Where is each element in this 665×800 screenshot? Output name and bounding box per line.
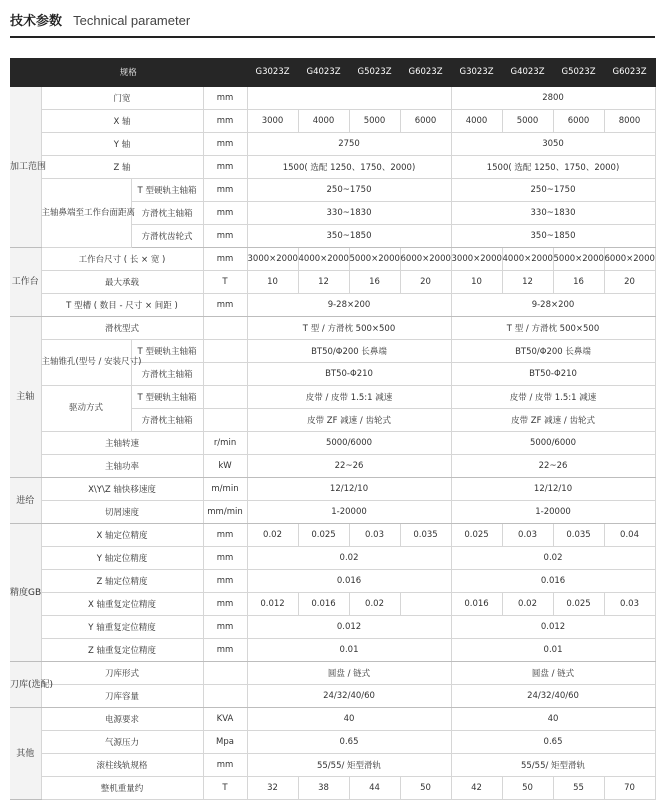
row-value: 皮带 ZF 减速 / 齿轮式 bbox=[247, 409, 451, 432]
row-value: 3050 bbox=[451, 133, 655, 156]
row-value: 4000×2000 bbox=[298, 248, 349, 271]
row-unit: mm bbox=[203, 202, 247, 225]
row-value: 22~26 bbox=[247, 455, 451, 478]
table-row bbox=[10, 133, 655, 156]
row-value: 5000 bbox=[349, 110, 400, 133]
row-value: 10 bbox=[247, 271, 298, 294]
table-header-row bbox=[10, 58, 655, 87]
row-unit bbox=[203, 386, 247, 409]
row-value: 0.016 bbox=[247, 570, 451, 593]
table-row bbox=[10, 731, 655, 754]
row-value: 3000×2000 bbox=[247, 248, 298, 271]
row-value: 0.03 bbox=[502, 524, 553, 547]
row-value: 0.035 bbox=[400, 524, 451, 547]
row-label: 电源要求 bbox=[41, 708, 203, 731]
row-unit: m/min bbox=[203, 478, 247, 501]
row-unit: mm bbox=[203, 593, 247, 616]
table-row bbox=[10, 294, 655, 317]
table-row bbox=[10, 524, 655, 547]
row-value: 0.01 bbox=[247, 639, 451, 662]
table-row bbox=[10, 478, 655, 501]
category-tool: 刀库(选配) bbox=[10, 662, 41, 708]
row-value: 12/12/10 bbox=[247, 478, 451, 501]
row-unit bbox=[203, 317, 247, 340]
row-value: 1-20000 bbox=[247, 501, 451, 524]
row-unit: T bbox=[203, 777, 247, 800]
row-unit bbox=[203, 409, 247, 432]
table-row bbox=[10, 87, 655, 110]
row-label: X 轴 bbox=[41, 110, 203, 133]
row-unit: mm bbox=[203, 110, 247, 133]
row-value: 6000×2000 bbox=[400, 248, 451, 271]
table-row bbox=[10, 777, 655, 800]
row-unit: mm bbox=[203, 570, 247, 593]
row-value bbox=[400, 593, 451, 616]
row-value: 2750 bbox=[247, 133, 451, 156]
row-value: 38 bbox=[298, 777, 349, 800]
row-value: 16 bbox=[553, 271, 604, 294]
row-value: 330~1830 bbox=[247, 202, 451, 225]
row-value: 3000 bbox=[247, 110, 298, 133]
row-label: Y 轴重复定位精度 bbox=[41, 616, 203, 639]
row-value: 2800 bbox=[451, 87, 655, 110]
row-label: 方滑枕主轴箱 bbox=[131, 202, 203, 225]
table-row bbox=[10, 271, 655, 294]
row-value: 44 bbox=[349, 777, 400, 800]
row-value: 4000 bbox=[298, 110, 349, 133]
model-header: G4023Z bbox=[298, 58, 349, 87]
row-value: 6000 bbox=[553, 110, 604, 133]
row-value: 24/32/40/60 bbox=[451, 685, 655, 708]
row-value: 0.016 bbox=[451, 570, 655, 593]
row-unit: mm bbox=[203, 179, 247, 202]
model-header: G3023Z bbox=[451, 58, 502, 87]
table-row bbox=[10, 432, 655, 455]
row-unit: mm bbox=[203, 616, 247, 639]
row-label: 主轴转速 bbox=[41, 432, 203, 455]
table-row bbox=[10, 639, 655, 662]
row-unit bbox=[203, 340, 247, 363]
row-value: 圆盘 / 链式 bbox=[451, 662, 655, 685]
table-row bbox=[10, 501, 655, 524]
row-unit: mm/min bbox=[203, 501, 247, 524]
row-value: 0.65 bbox=[247, 731, 451, 754]
section-title bbox=[10, 10, 655, 36]
category-spindle: 主轴 bbox=[10, 317, 41, 478]
row-label: 滑枕型式 bbox=[41, 317, 203, 340]
row-unit: mm bbox=[203, 294, 247, 317]
row-label: 气源压力 bbox=[41, 731, 203, 754]
row-value: 0.035 bbox=[553, 524, 604, 547]
title-chinese: 技术参数 bbox=[10, 14, 63, 29]
row-value: 12 bbox=[298, 271, 349, 294]
row-value: 5000×2000 bbox=[553, 248, 604, 271]
table-row bbox=[10, 248, 655, 271]
row-value: 250~1750 bbox=[247, 179, 451, 202]
row-unit: Mpa bbox=[203, 731, 247, 754]
row-value: 9-28×200 bbox=[247, 294, 451, 317]
row-value: 0.04 bbox=[604, 524, 655, 547]
title-underline bbox=[10, 36, 655, 38]
table-row bbox=[10, 662, 655, 685]
table-row bbox=[10, 547, 655, 570]
row-unit bbox=[203, 662, 247, 685]
row-value: 24/32/40/60 bbox=[247, 685, 451, 708]
row-value: 32 bbox=[247, 777, 298, 800]
row-value: 5000/6000 bbox=[451, 432, 655, 455]
row-label: T 型槽 ( 数目 - 尺寸 × 间距 ) bbox=[41, 294, 203, 317]
model-header: G5023Z bbox=[349, 58, 400, 87]
row-value: 330~1830 bbox=[451, 202, 655, 225]
row-value: BT50-Φ210 bbox=[247, 363, 451, 386]
table-row bbox=[10, 317, 655, 340]
row-unit: mm bbox=[203, 547, 247, 570]
row-value: 50 bbox=[502, 777, 553, 800]
row-value: 0.03 bbox=[604, 593, 655, 616]
row-value: 350~1850 bbox=[451, 225, 655, 248]
row-value: 0.02 bbox=[247, 524, 298, 547]
row-value: 40 bbox=[451, 708, 655, 731]
row-value: 0.03 bbox=[349, 524, 400, 547]
row-label: 整机重量约 bbox=[41, 777, 203, 800]
row-value: 20 bbox=[604, 271, 655, 294]
row-label: Z 轴定位精度 bbox=[41, 570, 203, 593]
row-value: 5000 bbox=[502, 110, 553, 133]
category-other: 其他 bbox=[10, 708, 41, 800]
model-header: G6023Z bbox=[400, 58, 451, 87]
row-unit: mm bbox=[203, 524, 247, 547]
row-value: 0.025 bbox=[553, 593, 604, 616]
row-value: BT50/Φ200 长鼻端 bbox=[451, 340, 655, 363]
row-value: BT50-Φ210 bbox=[451, 363, 655, 386]
row-value: 16 bbox=[349, 271, 400, 294]
table-row bbox=[10, 386, 655, 409]
row-unit: mm bbox=[203, 156, 247, 179]
row-unit: r/min bbox=[203, 432, 247, 455]
table-row bbox=[10, 455, 655, 478]
row-value: 1500( 选配 1250、1750、2000) bbox=[247, 156, 451, 179]
row-label: 门宽 bbox=[41, 87, 203, 110]
row-value: 4000 bbox=[451, 110, 502, 133]
row-value: 50 bbox=[400, 777, 451, 800]
row-label: Y 轴 bbox=[41, 133, 203, 156]
row-unit: T bbox=[203, 271, 247, 294]
row-label: Y 轴定位精度 bbox=[41, 547, 203, 570]
row-value: 0.012 bbox=[247, 616, 451, 639]
row-value: 3000×2000 bbox=[451, 248, 502, 271]
row-unit: mm bbox=[203, 133, 247, 156]
row-value bbox=[247, 87, 451, 110]
row-label: X 轴重复定位精度 bbox=[41, 593, 203, 616]
table-row bbox=[10, 110, 655, 133]
row-unit bbox=[203, 685, 247, 708]
table-row bbox=[10, 593, 655, 616]
category-table: 工作台 bbox=[10, 248, 41, 317]
row-value: 1-20000 bbox=[451, 501, 655, 524]
row-value: T 型 / 方滑枕 500×500 bbox=[247, 317, 451, 340]
row-label: X\Y\Z 轴快移速度 bbox=[41, 478, 203, 501]
row-value: 皮带 / 皮带 1.5:1 减速 bbox=[451, 386, 655, 409]
row-unit: mm bbox=[203, 248, 247, 271]
group-drive: 驱动方式 bbox=[41, 386, 131, 432]
row-label: Z 轴重复定位精度 bbox=[41, 639, 203, 662]
row-unit: kW bbox=[203, 455, 247, 478]
row-unit bbox=[203, 363, 247, 386]
row-label: 滚柱线轨规格 bbox=[41, 754, 203, 777]
row-value: 皮带 ZF 减速 / 齿轮式 bbox=[451, 409, 655, 432]
row-value: 0.012 bbox=[247, 593, 298, 616]
row-value: 55/55/ 矩型滑轨 bbox=[247, 754, 451, 777]
row-value: 9-28×200 bbox=[451, 294, 655, 317]
row-label: 方滑枕齿轮式 bbox=[131, 225, 203, 248]
title-english: Technical parameter bbox=[73, 13, 191, 28]
row-value: 12 bbox=[502, 271, 553, 294]
row-value: 0.01 bbox=[451, 639, 655, 662]
row-value: 0.02 bbox=[247, 547, 451, 570]
category-feed: 进给 bbox=[10, 478, 41, 524]
row-value: 0.025 bbox=[298, 524, 349, 547]
row-label: 刀库容量 bbox=[41, 685, 203, 708]
row-value: 40 bbox=[247, 708, 451, 731]
table-row bbox=[10, 754, 655, 777]
row-value: 8000 bbox=[604, 110, 655, 133]
spec-label: 规格 bbox=[10, 58, 247, 87]
row-unit: mm bbox=[203, 754, 247, 777]
model-header: G3023Z bbox=[247, 58, 298, 87]
row-value: 0.016 bbox=[451, 593, 502, 616]
table-row bbox=[10, 708, 655, 731]
row-value: 250~1750 bbox=[451, 179, 655, 202]
row-value: T 型 / 方滑枕 500×500 bbox=[451, 317, 655, 340]
row-value: 0.025 bbox=[451, 524, 502, 547]
row-value: 圆盘 / 链式 bbox=[247, 662, 451, 685]
row-value: 6000 bbox=[400, 110, 451, 133]
table-row bbox=[10, 156, 655, 179]
table-row bbox=[10, 340, 655, 363]
row-value: 0.02 bbox=[502, 593, 553, 616]
row-value: 55 bbox=[553, 777, 604, 800]
row-value: 12/12/10 bbox=[451, 478, 655, 501]
row-value: 22~26 bbox=[451, 455, 655, 478]
row-label: 工作台尺寸 ( 长 × 宽 ) bbox=[41, 248, 203, 271]
row-value: 0.02 bbox=[349, 593, 400, 616]
row-unit: mm bbox=[203, 225, 247, 248]
row-value: 1500( 选配 1250、1750、2000) bbox=[451, 156, 655, 179]
row-value: 55/55/ 矩型滑轨 bbox=[451, 754, 655, 777]
model-header: G4023Z bbox=[502, 58, 553, 87]
row-label: 主轴功率 bbox=[41, 455, 203, 478]
table-row bbox=[10, 616, 655, 639]
row-value: 0.02 bbox=[451, 547, 655, 570]
row-value: 20 bbox=[400, 271, 451, 294]
model-header: G5023Z bbox=[553, 58, 604, 87]
row-unit: mm bbox=[203, 639, 247, 662]
category-precision: 精度GB bbox=[10, 524, 41, 662]
row-label: 最大承载 bbox=[41, 271, 203, 294]
row-value: 70 bbox=[604, 777, 655, 800]
row-value: 10 bbox=[451, 271, 502, 294]
category-range: 加工范围 bbox=[10, 87, 41, 248]
row-unit: KVA bbox=[203, 708, 247, 731]
row-label: X 轴定位精度 bbox=[41, 524, 203, 547]
group-nose-distance: 主轴鼻端至工作台面距离 bbox=[41, 179, 131, 248]
row-label: Z 轴 bbox=[41, 156, 203, 179]
row-value: BT50/Φ200 长鼻端 bbox=[247, 340, 451, 363]
row-label: T 型硬轨主轴箱 bbox=[131, 340, 203, 363]
row-value: 350~1850 bbox=[247, 225, 451, 248]
row-value: 0.012 bbox=[451, 616, 655, 639]
group-taper: 主轴锥孔(型号 / 安装尺寸) bbox=[41, 340, 131, 386]
row-value: 42 bbox=[451, 777, 502, 800]
row-value: 0.65 bbox=[451, 731, 655, 754]
row-value: 5000×2000 bbox=[349, 248, 400, 271]
table-row bbox=[10, 179, 655, 202]
row-label: 切屑速度 bbox=[41, 501, 203, 524]
row-label: T 型硬轨主轴箱 bbox=[131, 179, 203, 202]
row-value: 5000/6000 bbox=[247, 432, 451, 455]
row-label: 方滑枕主轴箱 bbox=[131, 409, 203, 432]
row-value: 皮带 / 皮带 1.5:1 减速 bbox=[247, 386, 451, 409]
row-label: 方滑枕主轴箱 bbox=[131, 363, 203, 386]
row-value: 6000×2000 bbox=[604, 248, 655, 271]
table-row bbox=[10, 570, 655, 593]
spec-table bbox=[10, 58, 656, 800]
row-label: T 型硬轨主轴箱 bbox=[131, 386, 203, 409]
table-row bbox=[10, 685, 655, 708]
row-label: 刀库形式 bbox=[41, 662, 203, 685]
row-value: 4000×2000 bbox=[502, 248, 553, 271]
model-header: G6023Z bbox=[604, 58, 655, 87]
row-value: 0.016 bbox=[298, 593, 349, 616]
row-unit: mm bbox=[203, 87, 247, 110]
